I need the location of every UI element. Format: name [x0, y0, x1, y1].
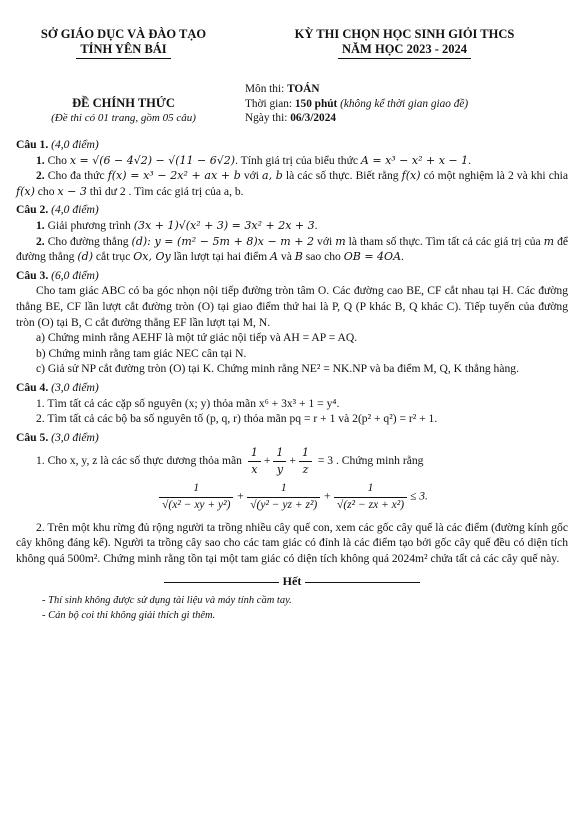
province-name: TỈNH YÊN BÁI [76, 42, 170, 59]
exam-header [16, 0, 568, 92]
time-note: (không kể thời gian giao đề) [337, 97, 469, 110]
time-value: 150 phút [294, 97, 338, 110]
fraction-1-over-x: $\frac{1}{x}$ [248, 445, 261, 477]
school-year: NĂM HỌC 2023 - 2024 [338, 42, 471, 59]
question-3-part-b: b) Chứng minh rằng tam giác NEC cân tại N. [36, 346, 247, 360]
question-1-heading: Câu 1. (4,0 điểm) [16, 138, 99, 151]
question-1-part-2: 2. Cho đa thức f(x) = x³ − 2x² + ax + b với a, b là các số thực. Biết rằng f(x) có một nghiệm là 2 và khi chia f(x) cho x − 3 thì dư 2 . Tìm các giá trị của a, b. [16, 169, 569, 198]
question-3-part-c: c) Giả sử NP cắt đường tròn (O) tại K. Chứng minh rằng NE² = NK.NP và ba điểm M, Q, K thẳng hàng. [36, 362, 519, 376]
date-line: Ngày thi: 06/3/2024 [245, 112, 337, 124]
fraction-1-over-z: $\frac{1}{z}$ [299, 445, 312, 477]
exam-title: KỲ THI CHỌN HỌC SINH GIỎI THCS [294, 27, 515, 41]
footer-note-1: - Thí sinh không được sử dụng tài liệu và máy tính cầm tay. [42, 595, 292, 607]
question-3-heading: Câu 3. (6,0 điểm) [16, 268, 99, 282]
question-3-part-a: a) Chứng minh rằng AEHF là một tứ giác nội tiếp và AH = AP = AQ. [36, 331, 358, 345]
question-5-part-1: 1. Cho x, y, z là các số thực dương thỏa mãn $\frac{1}{x}$ + $\frac{1}{y}$ + $\frac{1}{z}$ = 3 . Chứng minh rằng [36, 446, 424, 476]
inequality: $\frac{1}{\text{√(x² − xy + y²)}}$ + $\frac{1}{\text{√(y² − yz + z²)}}$ + $\frac{1}{\text{√(z² − zx + x²)}}$ ≤ 3. [16, 481, 568, 513]
inequality-term-1: $\frac{1}{\text{√(x² − xy + y²)}}$ [159, 481, 233, 513]
question-4-heading: Câu 4. (3,0 điểm) [16, 380, 99, 394]
inequality-rhs: ≤ 3. [410, 491, 428, 504]
question-1-part-1: 1. Cho x = √(6 − 4√2) − √(11 − 6√2). Tính giá trị của biểu thức A = x³ − x² + x − 1. [36, 153, 472, 167]
inequality-term-2: $\frac{1}{\text{√(y² − yz + z²)}}$ [247, 481, 320, 513]
department-name: SỞ GIÁO DỤC VÀ ĐÀO TẠO [40, 27, 207, 41]
question-2-part-2: 2. Cho đường thẳng (d): y = (m² − 5m + 8)x − m + 2 với m là tham số thực. Tìm tất cả các giá trị của m để đường thẳng (d) cắt trục Ox, Oy lần lượt tại hai điểm A và B sao cho OB = 4OA. [16, 234, 569, 264]
time-line: Thời gian: 150 phút (không kể thời gian giao đề) [245, 97, 469, 110]
question-2-part-1: 1. Giải phương trình (3x + 1)√(x² + 3) = 3x² + 2x + 3. [36, 218, 318, 232]
exam-body [16, 137, 568, 623]
question-4-part-2: 2. Tìm tất cả các bộ ba số nguyên tố (p, q, r) thỏa mãn pq = r + 1 và 2(p² + q²) = r² + 1. [36, 412, 438, 426]
footer-note-2: - Cán bộ coi thi không giải thích gì thêm. [42, 610, 216, 622]
question-2-heading: Câu 2. (4,0 điểm) [16, 203, 99, 217]
inequality-term-3: $\frac{1}{\text{√(z² − zx + x²)}}$ [334, 481, 407, 513]
official-block [16, 82, 231, 134]
exam-details [231, 82, 568, 134]
subject-value: TOÁN [287, 83, 320, 95]
question-5-part-2: 2. Trên một khu rừng đủ rộng người ta trồng nhiều cây quế con, xem các gốc cây quế là các điểm (đường kính gốc cây không đáng kể). Người ta trồng cây sao cho các tam giác có đỉnh là các điểm tạo bởi gốc cây quế đều có diện tích không quá 500m². Chứng minh rằng tồn tại một tam giác có diện tích không quá 2024m² chứa tất cả các cây quế này. [16, 520, 568, 565]
fraction-1-over-y: $\frac{1}{y}$ [273, 445, 286, 477]
exam-info [16, 82, 568, 134]
official-note: (Đề thi có 01 trang, gồm 05 câu) [51, 112, 196, 124]
end-marker: Hết [16, 574, 568, 590]
question-3-intro: Cho tam giác ABC có ba góc nhọn nội tiếp đường tròn tâm O. Các đường cao BE, CF cắt nhau tại H. Các đường thẳng BE, CF lần lượt cắt đường tròn (O) tại giao điểm thứ hai là P, Q (P khác B, Q khác C). Tiếp tuyến của đường tròn (O) tại B, C cắt đường thẳng EF lần lượt tại M, N. [16, 284, 568, 329]
subject-line: Môn thi: TOÁN [245, 83, 320, 95]
question-5-heading: Câu 5. (3,0 điểm) [16, 430, 99, 444]
official-label: ĐỀ CHÍNH THỨC [72, 96, 175, 110]
question-4-part-1: 1. Tìm tất cả các cặp số nguyên (x; y) thỏa mãn x⁶ + 3x³ + 1 = y⁴. [36, 396, 340, 410]
date-value: 06/3/2024 [290, 112, 337, 124]
footer-notes [16, 593, 568, 623]
